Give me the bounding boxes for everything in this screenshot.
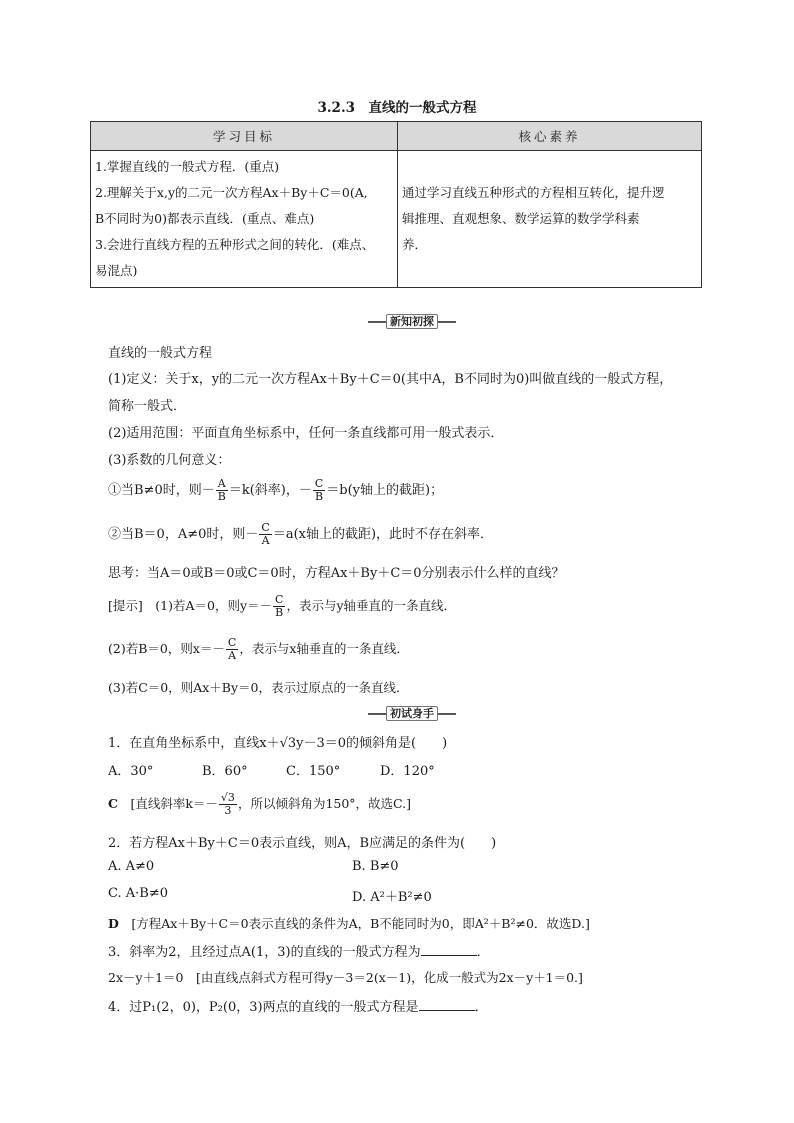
option-a: A．30° — [108, 764, 154, 779]
option-c: C. A·B≠0 — [108, 886, 168, 901]
goals-table — [90, 121, 702, 288]
learning-goals-cell — [91, 151, 398, 288]
fraction-a-over-b: $\frac{A}{B}$ — [217, 477, 226, 503]
question-2-options-row-1 — [108, 859, 718, 874]
think-question: 思考：当A＝0或B＝0或C＝0时，方程Ax＋By＋C＝0分别表示什么样的直线？ — [108, 566, 565, 581]
badge-new-knowledge: 新知初探 — [368, 314, 456, 329]
question-1-options — [108, 760, 718, 779]
option-c: C．150° — [286, 764, 341, 779]
option-b: B. B≠0 — [352, 859, 399, 874]
goal-line: 1.掌握直线的一般式方程．(重点) — [95, 159, 280, 174]
scope-text: (2)适用范围：平面直角坐标系中，任何一条直线都可用一般式表示． — [108, 426, 504, 441]
fraction-c-over-b: $\frac{C}{B}$ — [314, 477, 324, 503]
goal-line: 易混点) — [95, 263, 138, 278]
hint-1: [提示] (1)若A＝0，则y＝－ $\frac{C}{B}$ ，表示与y轴垂直的一条直线． — [108, 593, 456, 619]
answer-blank[interactable] — [419, 998, 475, 1011]
goal-line: B不同时为0)都表示直线．(重点、难点) — [95, 211, 315, 226]
case-b-zero: ②当B＝0，A≠0时，则－ $\frac{C}{A}$ ＝a(x轴上的截距)，此时不存在斜率． — [108, 521, 494, 547]
literacy-line: 辑推理、直观想象、数学运算的数学学科素 — [402, 211, 640, 226]
page-title: 3.2.3 直线的一般式方程 — [317, 100, 477, 116]
hint-3: (3)若C＝0，则Ax＋By＝0，表示过原点的一条直线． — [108, 680, 409, 695]
option-d: D．120° — [380, 764, 435, 779]
question-3-answer: 2x－y＋1＝0 [由直线点斜式方程可得y－3＝2(x－1)，化成一般式为2x－y＋1＝0.] — [108, 970, 583, 985]
question-3-stem: 3．斜率为2，且经过点A(1，3)的直线的一般式方程为 ． — [108, 945, 490, 960]
fraction-sqrt3-over-3: $\frac{√3}{3}$ — [220, 791, 235, 817]
section-heading: 直线的一般式方程 — [108, 346, 213, 361]
question-2-answer: D [方程Ax＋By＋C＝0表示直线的条件为A，B不能同时为0，即A²＋B²≠0．故选D.] — [108, 916, 590, 931]
question-1-stem: 1．在直角坐标系中，直线x＋√3y－3＝0的倾斜角是( ) — [108, 736, 448, 751]
case-b-nonzero: ①当B≠0时，则－ $\frac{A}{B}$ ＝k(斜率)，－ $\frac{C}{B}$ ＝b(y轴上的截距)； — [108, 477, 444, 503]
question-4-stem: 4．过P₁(2，0)，P₂(0，3)两点的直线的一般式方程是 ． — [108, 1000, 488, 1015]
fraction-c-over-a: $\frac{C}{A}$ — [227, 636, 237, 662]
header-core-literacy: 核心素养 — [398, 122, 702, 151]
fraction-c-over-b: $\frac{C}{B}$ — [275, 593, 284, 619]
fraction-c-over-a: $\frac{C}{A}$ — [261, 521, 270, 547]
coefficient-meaning: (3)系数的几何意义： — [108, 453, 231, 468]
definition-line-2: 简称一般式． — [108, 399, 187, 414]
question-2-options-row-2 — [108, 886, 718, 905]
badge-try-yourself: 初试身手 — [368, 706, 456, 721]
goal-line: 3.会进行直线方程的五种形式之间的转化．(难点、 — [95, 237, 375, 252]
definition-line-1: (1)定义：关于x，y的二元一次方程Ax＋By＋C＝0(其中A，B不同时为0)叫做直线的一般式方程， — [108, 372, 673, 387]
option-d: D. A²＋B²≠0 — [352, 890, 432, 905]
core-literacy-cell — [398, 151, 702, 288]
option-b: B．60° — [202, 764, 248, 779]
question-2-stem: 2．若方程Ax＋By＋C＝0表示直线，则A，B应满足的条件为( ) — [108, 836, 497, 851]
goal-line: 2.理解关于x,y的二元一次方程Ax＋By＋C＝0(A, — [95, 185, 368, 200]
literacy-line: 通过学习直线五种形式的方程相互转化，提升逻 — [402, 185, 665, 200]
hint-2: (2)若B＝0，则x＝－ $\frac{C}{A}$ ，表示与x轴垂直的一条直线． — [108, 636, 409, 662]
header-learning-goals: 学习目标 — [91, 122, 398, 151]
option-a: A. A≠0 — [108, 859, 155, 874]
question-1-answer: C [直线斜率k＝－ $\frac{√3}{3}$ ，所以倾斜角为150°，故选C.] — [108, 791, 412, 817]
answer-blank[interactable] — [421, 943, 477, 956]
literacy-line: 养． — [402, 237, 428, 252]
